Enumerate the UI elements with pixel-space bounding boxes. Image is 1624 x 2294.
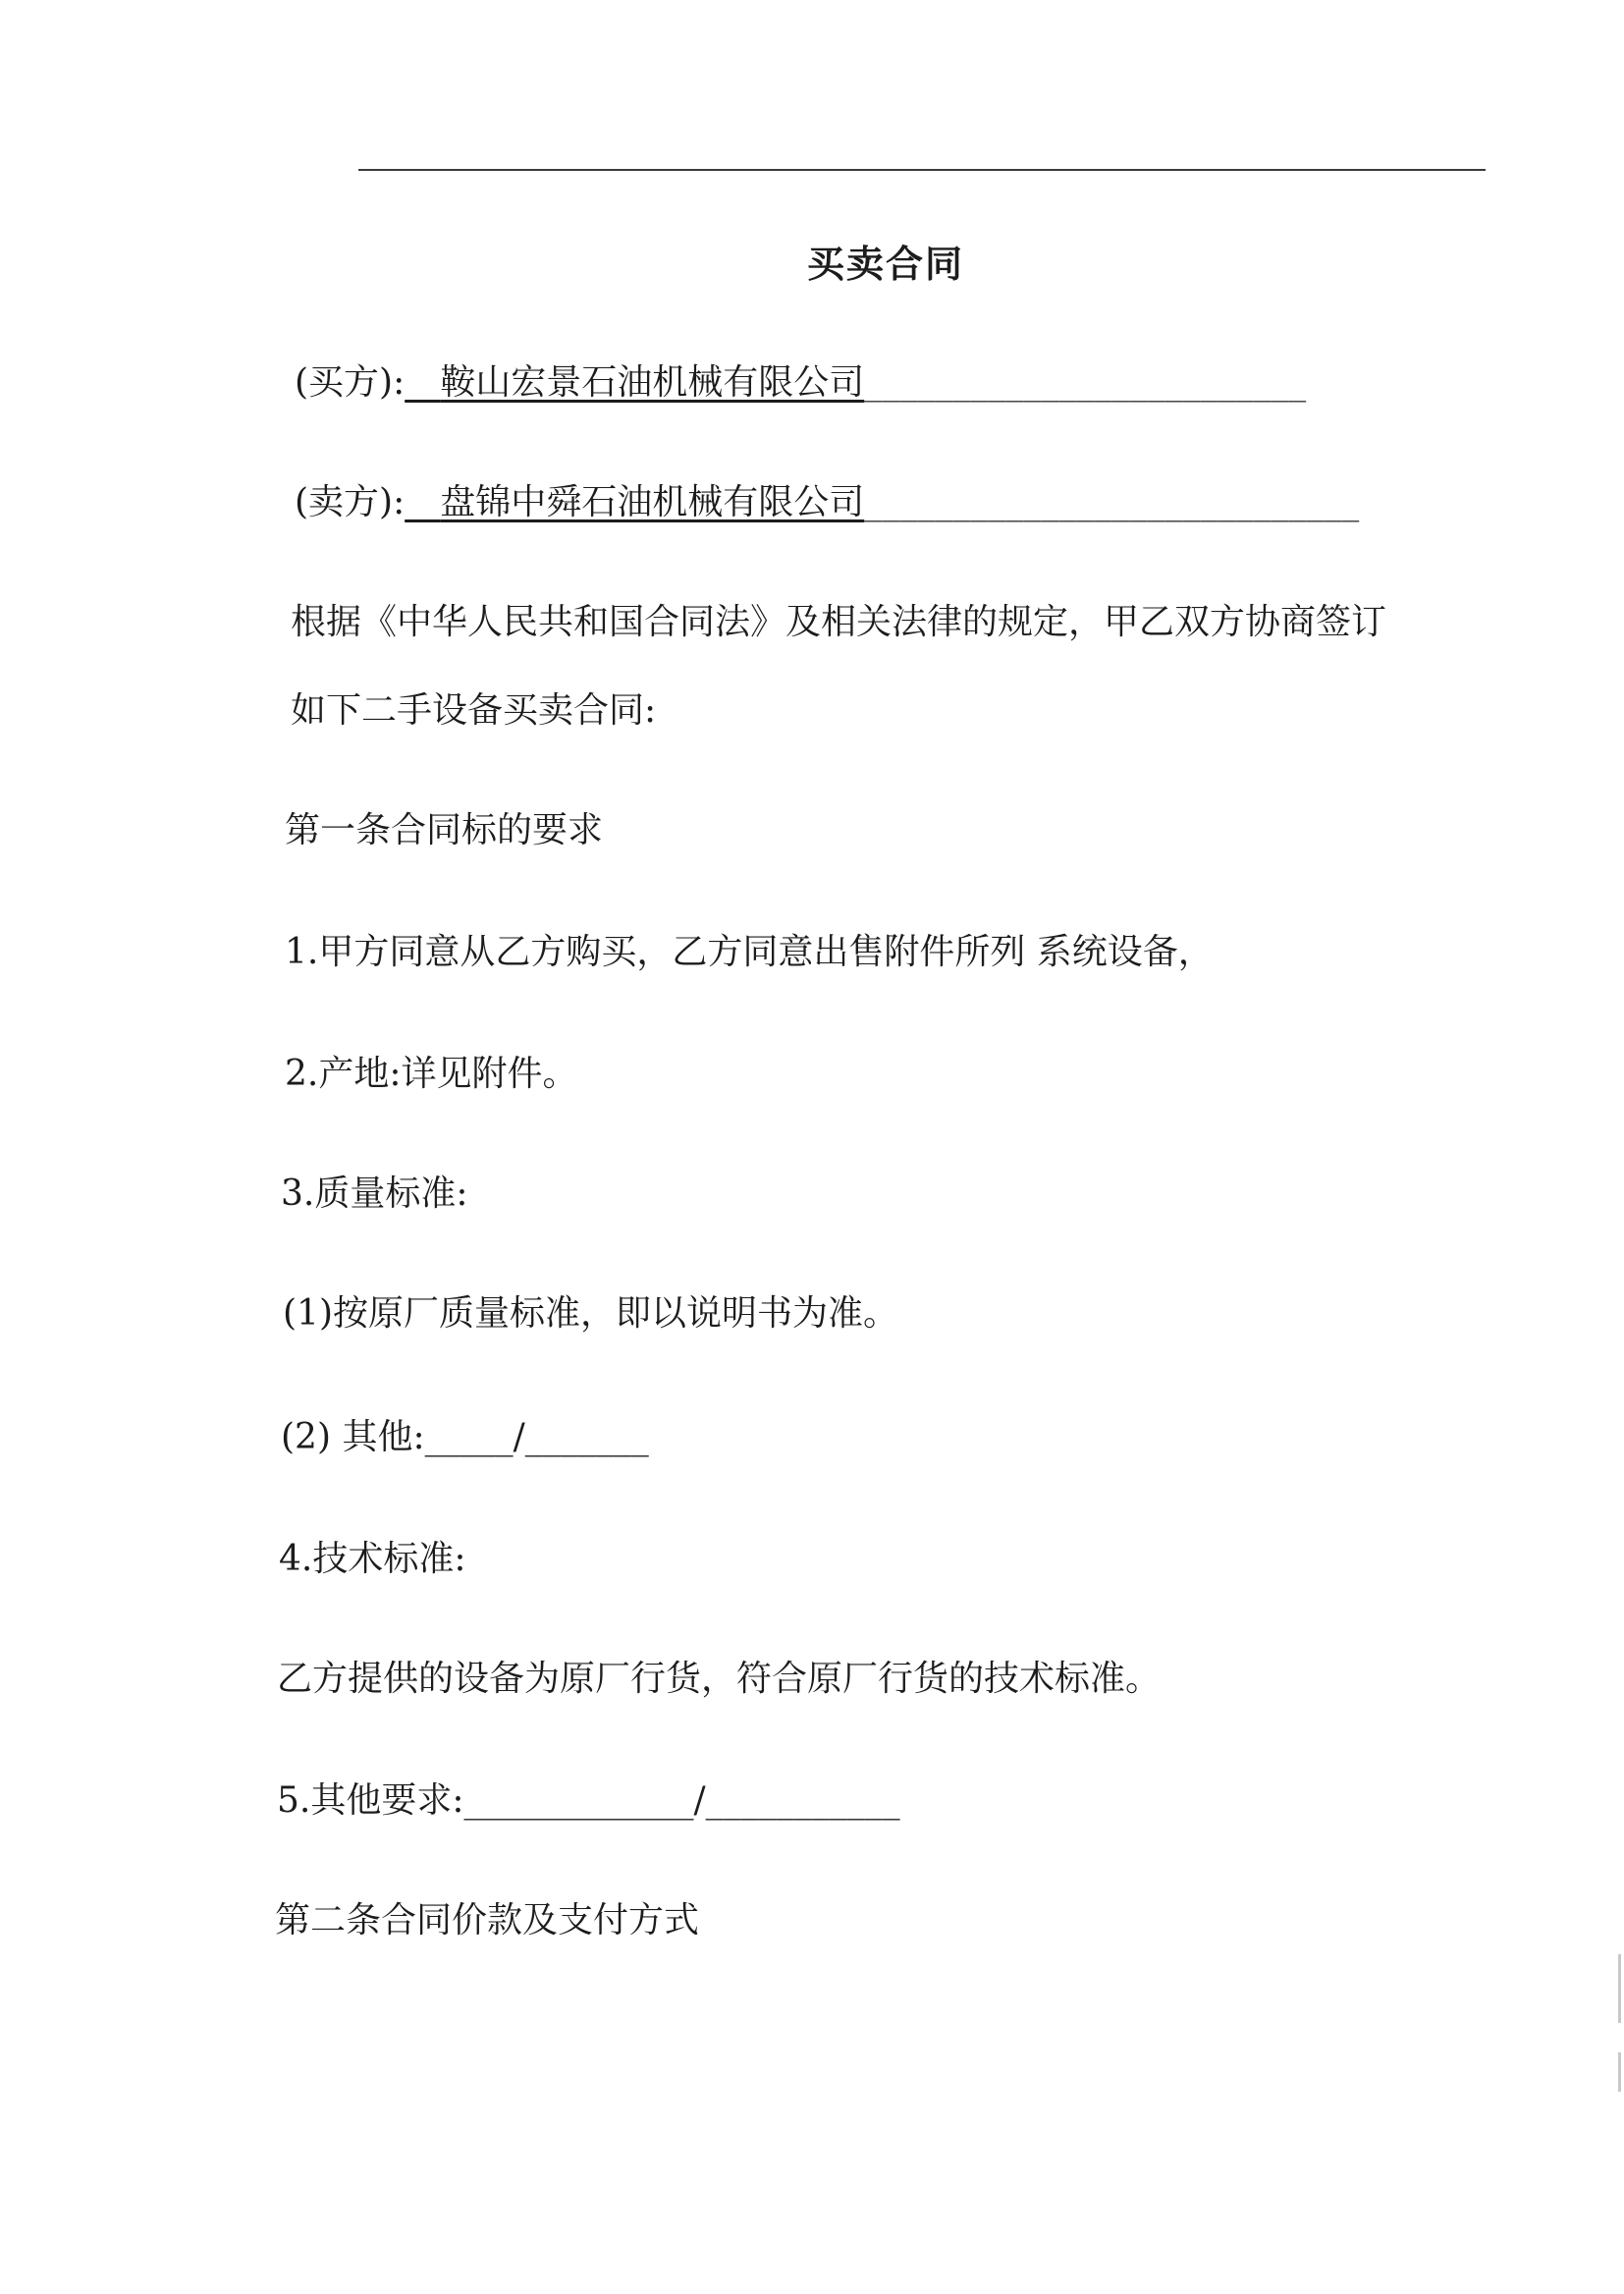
buyer-label: (买方):: [295, 362, 406, 403]
seller-line: [295, 482, 1360, 522]
item-1: 1.甲方同意从乙方购买，乙方同意出售附件所列 系统设备，: [285, 932, 1214, 972]
item-3-sub-2: (2) 其他:_____/_______: [281, 1417, 649, 1457]
seller-name: 盘锦中舜石油机械有限公司: [440, 482, 865, 522]
header-rule: [358, 169, 1486, 171]
scan-edge-mark: [1618, 1954, 1621, 2023]
item-3: 3.质量标准:: [281, 1174, 468, 1214]
article2-heading: 第二条合同价款及支付方式: [275, 1900, 700, 1940]
buyer-prefix-blank: __: [405, 362, 441, 403]
document-title: 买卖合同: [806, 242, 964, 286]
item-4: 4.技术标准:: [279, 1539, 466, 1579]
item-3-sub-1: (1)按原厂质量标准，即以说明书为准。: [283, 1293, 898, 1334]
seller-prefix-blank: __: [405, 482, 441, 522]
scan-edge-mark: [1618, 2052, 1621, 2092]
intro-line-1: 根据《中华人民共和国合同法》及相关法律的规定，甲乙双方协商签订: [291, 602, 1387, 642]
article1-heading: 第一条合同标的要求: [285, 810, 604, 850]
intro-line-2: 如下二手设备买卖合同:: [291, 690, 657, 731]
buyer-suffix-blank: _________________________: [864, 362, 1307, 403]
seller-suffix-blank: ____________________________: [864, 482, 1360, 522]
buyer-name: 鞍山宏景石油机械有限公司: [440, 362, 865, 403]
item-2: 2.产地:详见附件。: [285, 1054, 578, 1094]
buyer-line: [295, 362, 1307, 403]
item-4-text: 乙方提供的设备为原厂行货，符合原厂行货的技术标准。: [277, 1659, 1162, 1699]
seller-label: (卖方):: [295, 482, 406, 522]
item-5: 5.其他要求:_____________/___________: [277, 1780, 900, 1821]
